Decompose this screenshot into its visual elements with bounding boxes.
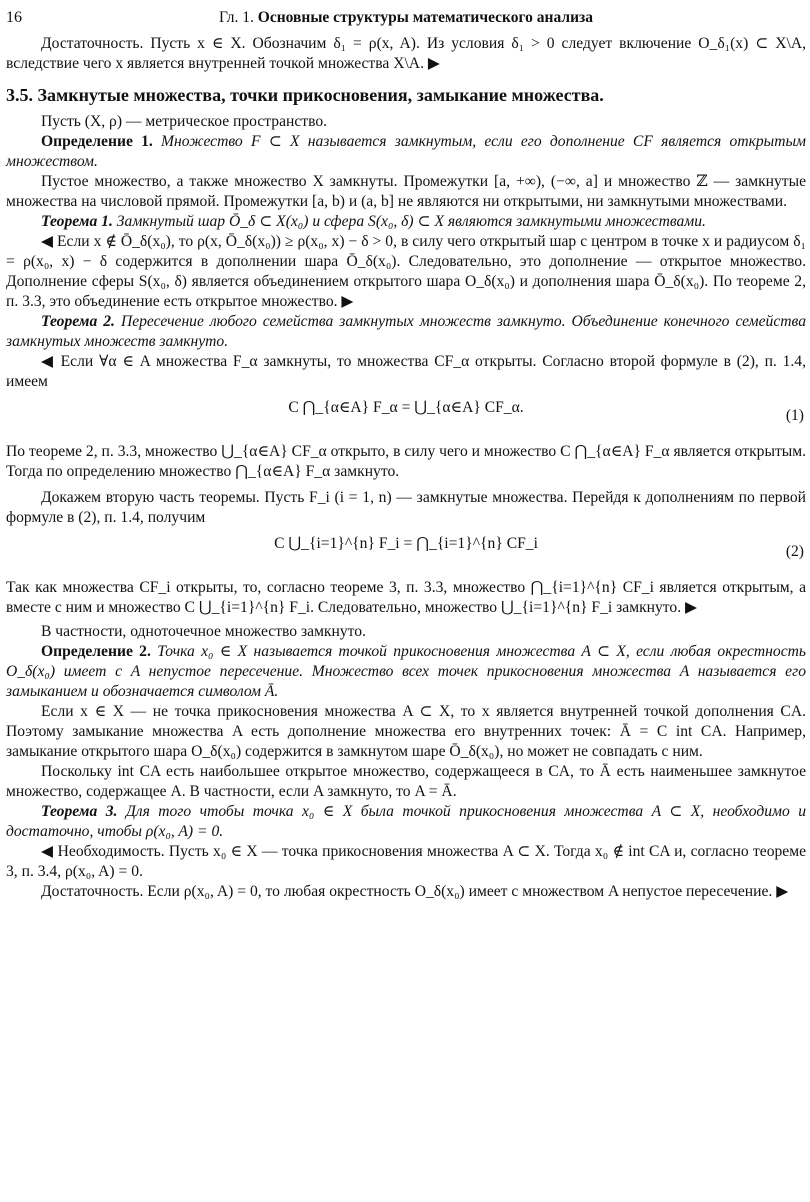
theorem-1	[6, 212, 806, 232]
paragraph-empty-set: Пустое множество, а также множество X замкнуты. Промежутки [a, +∞), (−∞, a] и множество ℤ — замкнутые множества на числовой прямой. Промежутки [a, b) и (a, b] не являются ни открытыми, ни замкнутыми множествами.	[6, 173, 806, 210]
paragraph-by-theorem: По теореме 2, п. 3.3, множество ⋃_{α∈A} CF_α открыто, в силу чего и множество C ⋂_{α∈A} F_α является открытым. Тогда по определению множество ⋂_{α∈A} F_α замкнуто.	[6, 443, 806, 480]
paragraph-second-part: Докажем вторую часть теоремы. Пусть F_i (i = 1, n) — замкнутые множества. Перейдя к дополнениям по первой формуле в (2), п. 1.4, получим	[6, 489, 806, 526]
formula-2-body: C ⋃_{i=1}^{n} F_i = ⋂_{i=1}^{n} CF_i	[274, 535, 538, 552]
theorem-2-label: Теорема 2.	[41, 313, 115, 330]
definition-1-text: Множество F ⊂ X называется замкнутым, если его дополнение CF является открытым множеством.	[6, 133, 807, 170]
theorem-3-text: Для того чтобы точка x₀ ∈ X была точкой прикосновения множества A ⊂ X, необходимо и достаточно, чтобы ρ(x₀, A) = 0.	[6, 803, 806, 840]
chapter-title: Основные структуры математического анализа	[257, 9, 593, 26]
paragraph-sufficiency-2: Достаточность. Если ρ(x₀, A) = 0, то любая окрестность O_δ(x₀) имеет с множеством A непустое пересечение. ▶	[41, 883, 789, 900]
theorem-2	[6, 312, 806, 352]
running-header	[6, 6, 806, 34]
formula-1-body: C ⋂_{α∈A} F_α = ⋃_{α∈A} CF_α.	[288, 399, 524, 416]
formula-1	[6, 398, 806, 436]
paragraph-in-particular: В частности, одноточечное множество замкнуто.	[41, 623, 366, 640]
paragraph-since-open: Так как множества CF_i открыты, то, согласно теореме 3, п. 3.3, множество ⋂_{i=1}^{n} CF_i является открытым, а вместе с ним и множество C ⋃_{i=1}^{n} F_i. Следовательно, множество ⋃_{i=1}^{n} F_i замкнуто. ▶	[6, 579, 806, 616]
paragraph-if-not-adherent: Если x ∈ X — не точка прикосновения множества A ⊂ X, то x является внутренней точкой дополнения CA. Поэтому замыкание множества A есть дополнение множества его внутренних точек: Ā = C int CA. Например, замыкание открытого шара O_δ(x₀) содержится в замкнутом шаре Ō_δ(x₀), но может не совпадать с ним.	[6, 703, 806, 760]
definition-2-label: Определение 2.	[41, 643, 151, 660]
formula-2-number: (2)	[785, 543, 804, 560]
theorem-3	[6, 802, 806, 842]
theorem-2-text: Пересечение любого семейства замкнутых множеств замкнуто. Объединение конечного семейства замкнутых множеств замкнуто.	[6, 313, 806, 350]
page-number: 16	[6, 9, 22, 26]
paragraph-since-int: Поскольку int CA есть наибольшее открытое множество, содержащееся в CA, то Ā есть наименьшее замкнутое множество, содержащее A. В частности, если A замкнуто, то A = Ā.	[6, 763, 806, 800]
chapter-label: Гл. 1.	[219, 9, 254, 26]
theorem-2-proof: ◀ Если ∀α ∈ A множества F_α замкнуты, то множества CF_α открыты. Согласно второй формуле в (2), п. 1.4, имеем	[6, 353, 806, 390]
paragraph-let: Пусть (X, ρ) — метрическое пространство.	[41, 113, 328, 130]
definition-2-text: Точка x₀ ∈ X называется точкой прикосновения множества A ⊂ X, если любая окрестность O_δ(x₀) имеет с A непустое пересечение. Множество всех точек прикосновения множества A называется его замыканием и обозначается символом Ā.	[6, 643, 806, 700]
definition-1-label: Определение 1.	[41, 133, 153, 150]
paragraph-sufficiency-1: Достаточность. Пусть x ∈ X. Обозначим δ₁ = ρ(x, A). Из условия δ₁ > 0 следует включение O_δ₁(x) ⊂ X\A, вследствие чего x является внутренней точкой множества X\A. ▶	[6, 35, 806, 72]
paragraph-necessity: ◀ Необходимость. Пусть x₀ ∈ X — точка прикосновения множества A ⊂ X. Тогда x₀ ∉ int CA и, согласно теореме 3, п. 3.4, ρ(x₀, A) = 0.	[6, 843, 806, 880]
formula-2	[6, 534, 806, 572]
theorem-1-proof: ◀ Если x ∉ Ō_δ(x₀), то ρ(x, Ō_δ(x₀)) ≥ ρ(x₀, x) − δ > 0, в силу чего открытый шар с центром в точке x и радиусом δ₁ = ρ(x₀, x) − δ содержится в дополнении шара Ō_δ(x₀). Следовательно, это дополнение — открытое множество. Дополнение сферы S(x₀, δ) является объединением открытого шара O_δ(x₀) и дополнения шара Ō_δ(x₀). По теореме 2, п. 3.3, это объединение есть открытое множество. ▶	[6, 233, 806, 310]
section-title: 3.5. Замкнутые множества, точки прикосновения, замыкание множества.	[6, 85, 604, 105]
theorem-3-label: Теорема 3.	[41, 803, 118, 820]
theorem-1-label: Теорема 1.	[41, 213, 113, 230]
running-title	[6, 8, 806, 28]
book-page	[6, 0, 806, 902]
definition-1	[6, 132, 806, 172]
definition-2	[6, 642, 806, 702]
theorem-1-text: Замкнутый шар Ō_δ ⊂ X(x₀) и сфера S(x₀, δ) ⊂ X являются замкнутыми множествами.	[116, 213, 706, 230]
formula-1-number: (1)	[785, 407, 804, 424]
